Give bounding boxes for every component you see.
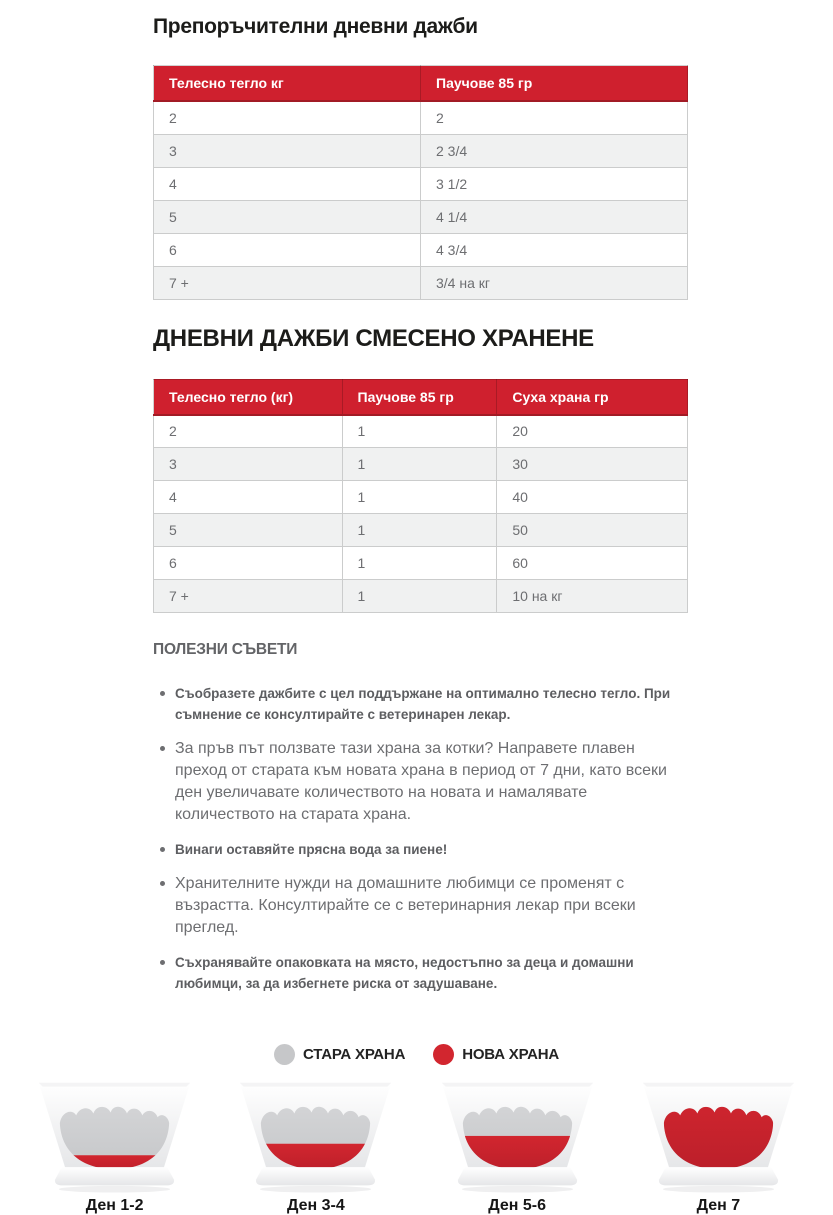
food-transition-diagram: [0, 1044, 833, 1215]
table-row: [154, 167, 688, 200]
table-cell: 2: [421, 101, 688, 134]
table-cell: 5: [154, 514, 343, 547]
table-cell: 4: [154, 481, 343, 514]
table-cell: 7 +: [154, 580, 343, 613]
table-cell: 1: [342, 448, 497, 481]
tip-item: Винаги оставяйте прясна вода за пиене!: [175, 839, 688, 860]
table-cell: 60: [497, 547, 688, 580]
page-title: Препоръчителни дневни дажби: [153, 15, 478, 38]
bowl-icon: [637, 1077, 800, 1194]
tip-item: Съобразете дажбите с цел поддържане на оптимално телесно тегло. При съмнение се консултирайте с ветеринарен лекар.: [175, 683, 688, 725]
tips-title: ПОЛЕЗНИ СЪВЕТИ: [153, 641, 298, 658]
table-cell: 1: [342, 580, 497, 613]
tip-item: Съхранявайте опаковката на място, недостъпно за деца и домашни любимци, за да избегнете риска от задушаване.: [175, 952, 688, 994]
table-cell: 6: [154, 233, 421, 266]
table-cell: 40: [497, 481, 688, 514]
table-cell: 2: [154, 415, 343, 448]
table-cell: 1: [342, 481, 497, 514]
food-legend: [0, 1044, 833, 1065]
legend-label-new-food: НОВА ХРАНА: [462, 1046, 559, 1063]
legend-item-new-food: [433, 1044, 559, 1065]
table-cell: 5: [154, 200, 421, 233]
table-row: [154, 481, 688, 514]
legend-item-old-food: [274, 1044, 405, 1065]
table-row: [154, 547, 688, 580]
column-header: Суха храна гр: [497, 379, 688, 415]
table-cell: 4 3/4: [421, 233, 688, 266]
bowl-day-label: Ден 1-2: [85, 1197, 144, 1214]
legend-label-old-food: СТАРА ХРАНА: [303, 1046, 406, 1063]
old-food-swatch-icon: [274, 1044, 295, 1065]
bowl-icon: [436, 1077, 599, 1194]
table-cell: 2 3/4: [421, 134, 688, 167]
table-row: [154, 448, 688, 481]
bowl-icon: [33, 1077, 196, 1194]
tip-item: За пръв път ползвате тази храна за котки? Направете плавен преход от старата към новата храна в период от 7 дни, като всеки ден увеличавате количеството на новата и намалявате количеството на старата храна.: [175, 738, 688, 826]
bowl-figure: [215, 1077, 416, 1215]
bowl-figure: [417, 1077, 618, 1215]
bowl-day-label: Ден 7: [696, 1197, 741, 1214]
table-cell: 4 1/4: [421, 200, 688, 233]
table-header-row: [154, 379, 688, 415]
table-row: [154, 134, 688, 167]
tips-list: [153, 683, 688, 994]
table-row: [154, 233, 688, 266]
table-row: [154, 101, 688, 134]
table-cell: 3: [154, 134, 421, 167]
table-header-row: [154, 66, 688, 102]
table-row: [154, 580, 688, 613]
table-cell: 3/4 на кг: [421, 266, 688, 299]
column-header: Телесно тегло кг: [154, 66, 421, 102]
table-cell: 10 на кг: [497, 580, 688, 613]
table-cell: 2: [154, 101, 421, 134]
column-header: Телесно тегло (кг): [154, 379, 343, 415]
bowl-figure: [14, 1077, 215, 1215]
table-cell: 1: [342, 415, 497, 448]
column-header: Паучове 85 гр: [421, 66, 688, 102]
table-row: [154, 514, 688, 547]
new-food-swatch-icon: [433, 1044, 454, 1065]
table-cell: 3 1/2: [421, 167, 688, 200]
table-cell: 6: [154, 547, 343, 580]
bowl-figure: [618, 1077, 819, 1215]
table-cell: 50: [497, 514, 688, 547]
column-header: Паучове 85 гр: [342, 379, 497, 415]
table-cell: 20: [497, 415, 688, 448]
bowls-row: [0, 1077, 833, 1215]
mixed-feeding-table: [153, 379, 688, 614]
mixed-feeding-title: ДНЕВНИ ДАЖБИ СМЕСЕНО ХРАНЕНЕ: [153, 324, 594, 352]
table-cell: 7 +: [154, 266, 421, 299]
table-cell: 4: [154, 167, 421, 200]
bowl-day-label: Ден 3-4: [287, 1197, 345, 1214]
bowl-icon: [234, 1077, 397, 1194]
tip-item: Хранителните нужди на домашните любимци се променят с възрастта. Консултирайте се с ветеринарния лекар при всеки преглед.: [175, 873, 688, 939]
bowl-day-label: Ден 5-6: [488, 1197, 546, 1214]
main-content: [153, 15, 688, 994]
table-cell: 3: [154, 448, 343, 481]
table-cell: 30: [497, 448, 688, 481]
table-cell: 1: [342, 547, 497, 580]
table-row: [154, 200, 688, 233]
daily-rations-table: [153, 65, 688, 300]
table-cell: 1: [342, 514, 497, 547]
table-row: [154, 415, 688, 448]
table-row: [154, 266, 688, 299]
